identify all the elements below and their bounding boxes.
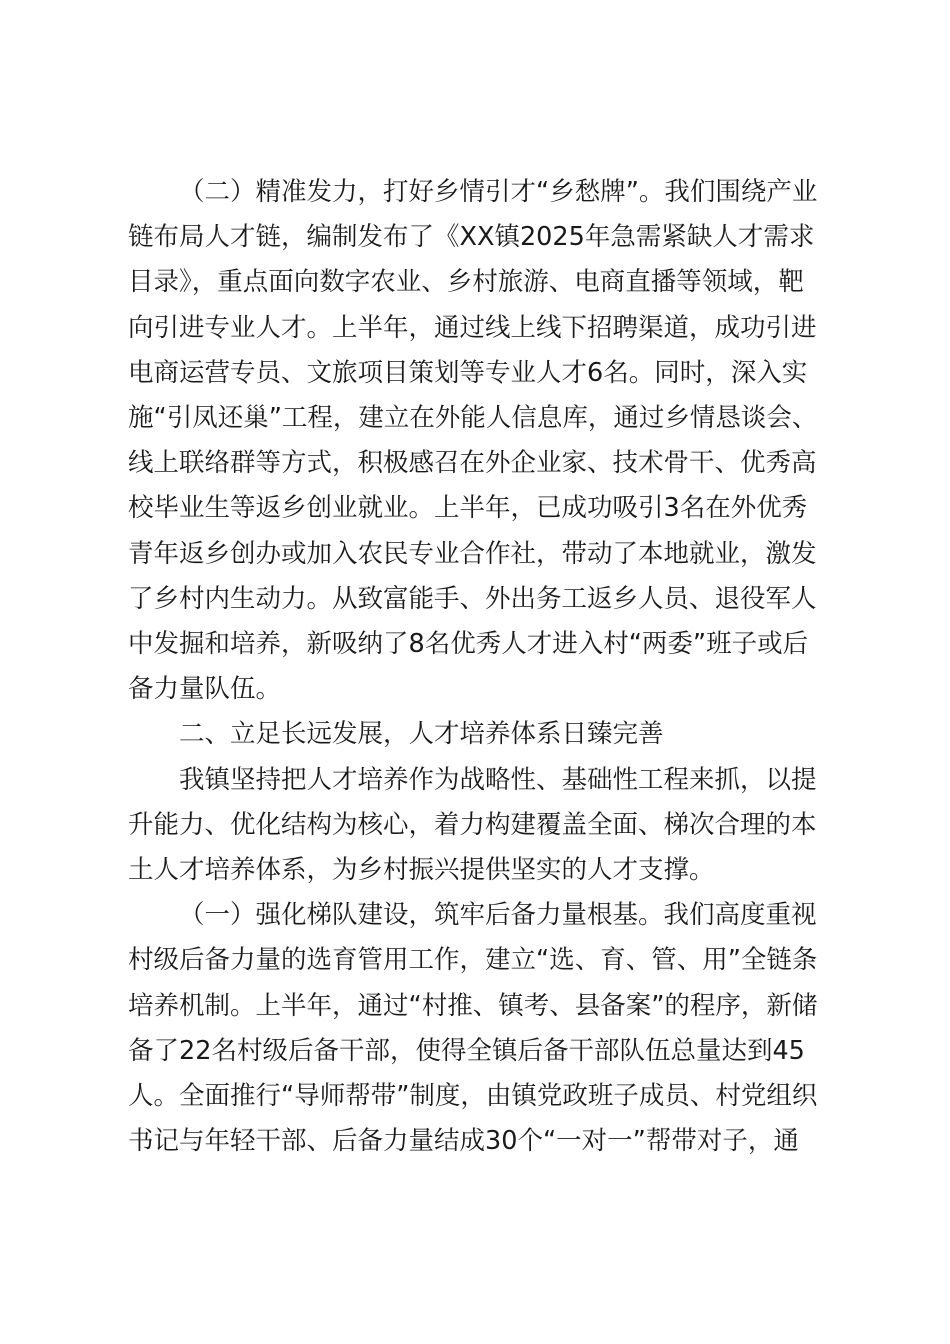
text-line: 向引进专业人才。上半年，通过线上线下招聘渠道，成功引进 [128,312,817,343]
text-line: 校毕业生等返乡创业就业。上半年，已成功吸引3名在外优秀 [128,493,808,524]
text-line: 土人才培养体系，为乡村振兴提供坚实的人才支撑。 [128,855,715,886]
text-line: 备力量队伍。 [128,674,282,705]
text-line: 我镇坚持把人才培养作为战略性、基础性工程来抓，以提 [179,764,817,795]
text-line: 目录》，重点面向数字农业、乡村旅游、电商直播等领域，靶 [128,267,804,298]
paragraph-section-intro [128,758,822,803]
paragraph-echelon-building [128,893,822,938]
text-line: 青年返乡创办或加入农民专业合作社，带动了本地就业，激发 [128,538,817,569]
text-line: （二）精准发力，打好乡情引才“乡愁牌”。我们围绕产业 [179,177,818,207]
section-heading [128,712,822,757]
paragraph-talent-attraction [128,170,822,215]
text-line: 链布局人才链，编制发布了《XX镇2025年急需紧缺人才需求 [128,222,815,253]
document-body [128,170,822,1164]
text-line: 线上联络群等方式，积极感召在外企业家、技术骨干、优秀高 [128,448,817,479]
text-line: （一）强化梯队建设，筑牢后备力量根基。我们高度重视 [179,900,817,931]
text-line: 施“引凤还巢”工程，建立在外能人信息库，通过乡情恳谈会、 [128,403,818,434]
text-line: 电商运营专员、文旅项目策划等专业人才6名。同时，深入实 [128,357,808,388]
text-line: 备了22名村级后备干部，使得全镇后备干部队伍总量达到45 [128,1035,805,1066]
heading-text: 二、立足长远发展，人才培养体系日臻完善 [179,719,664,750]
text-line: 中发掘和培养，新吸纳了8名优秀人才进入村“两委”班子或后 [128,629,809,660]
text-line: 培养机制。上半年，通过“村推、镇考、县备案”的程序，新储 [128,990,818,1021]
text-line: 村级后备力量的选育管用工作，建立“选、育、管、用”全链条 [128,945,818,976]
text-line: 升能力、优化结构为核心，着力构建覆盖全面、梯次合理的本 [128,809,817,840]
text-line: 人。全面推行“导师帮带”制度，由镇党政班子成员、村党组织 [128,1081,818,1112]
text-line: 了乡村内生动力。从致富能手、外出务工返乡人员、退役军人 [128,583,817,614]
text-line: 书记与年轻干部、后备力量结成30个“一对一”帮带对子，通 [128,1126,799,1157]
